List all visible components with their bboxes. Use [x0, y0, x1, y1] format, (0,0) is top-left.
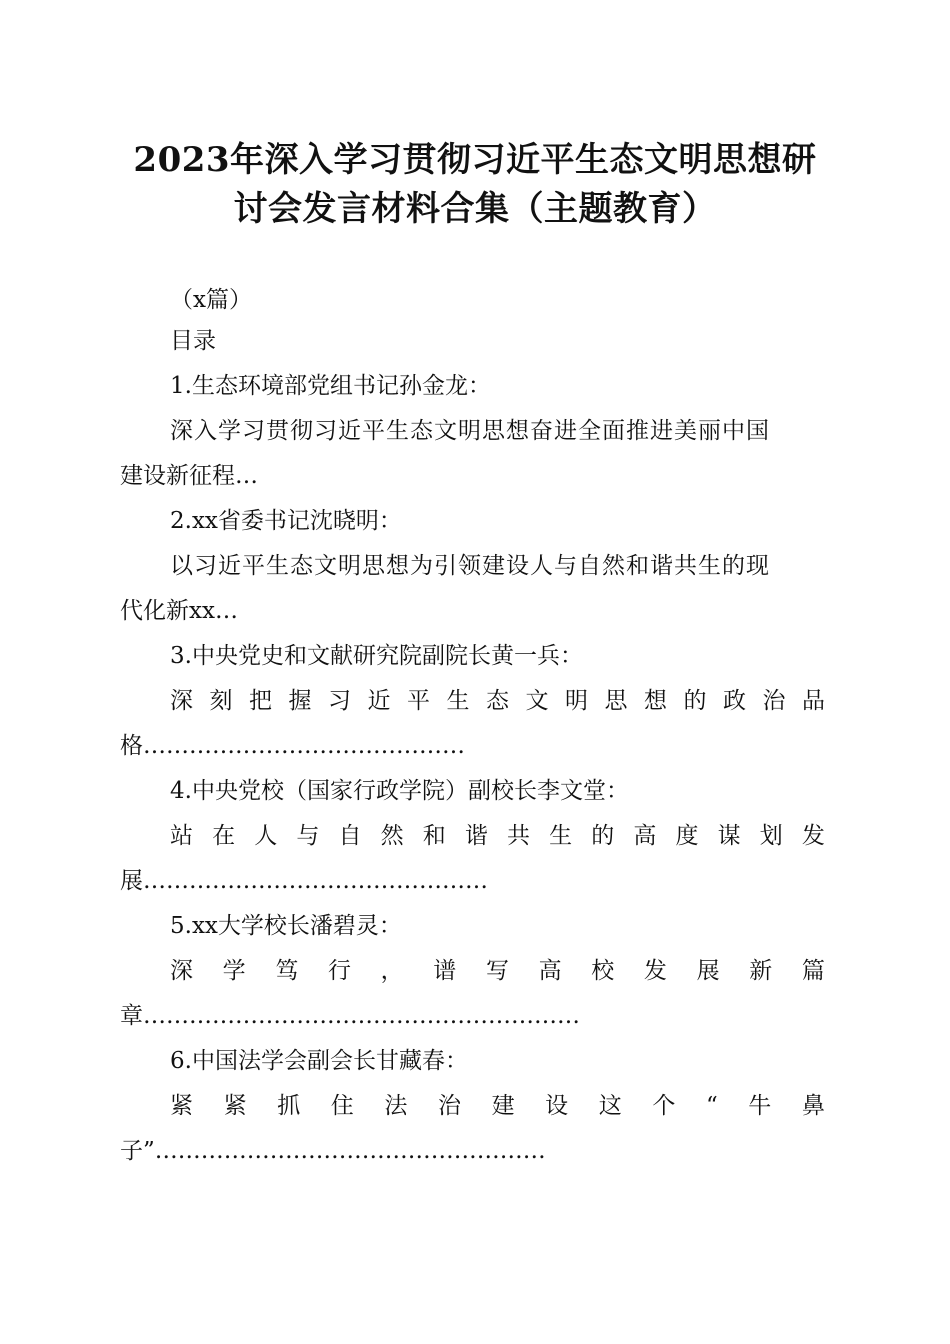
toc-entry-3-title-line-2: 格……………………………………	[120, 733, 465, 759]
toc-entry-5-title-line-1	[170, 960, 825, 983]
justified-glyph: 的	[591, 823, 615, 849]
justified-glyph: 发	[801, 823, 825, 849]
justified-glyph: 习	[328, 688, 351, 714]
justified-glyph: 校	[591, 958, 615, 984]
toc-entry-6-title-line-1	[170, 1095, 825, 1118]
justified-glyph: 思	[604, 688, 628, 714]
toc-heading: 目录	[170, 328, 216, 354]
toc-entry-1-title-line-1: 深入学习贯彻习近平生态文明思想奋进全面推进美丽中国	[170, 418, 770, 444]
justified-glyph: 建	[491, 1093, 515, 1119]
justified-glyph: 划	[759, 823, 783, 849]
toc-entry-2-title-line-1: 以习近平生态文明思想为引领建设人与自然和谐共生的现	[170, 553, 770, 579]
toc-entry-5-speaker: 5.xx大学校长潘碧灵：	[170, 913, 402, 939]
justified-glyph: 态	[486, 688, 509, 714]
justified-glyph: 把	[249, 688, 272, 714]
justified-glyph: 治	[762, 688, 786, 714]
justified-glyph: 握	[288, 688, 312, 714]
justified-glyph: 这	[598, 1093, 622, 1119]
justified-glyph: ，	[380, 958, 404, 984]
justified-glyph: 写	[485, 958, 509, 984]
justified-glyph: 深	[170, 958, 193, 984]
justified-glyph: 平	[407, 688, 430, 714]
article-count-note: （x篇）	[170, 287, 252, 313]
document-title-line-2: 讨会发言材料合集（主题教育）	[233, 189, 717, 229]
justified-glyph: 紧	[170, 1093, 193, 1119]
justified-glyph: 生	[446, 688, 470, 714]
justified-glyph: 和	[422, 823, 446, 849]
justified-glyph: 与	[296, 823, 320, 849]
toc-entry-1-title-line-2: 建设新征程…	[120, 463, 258, 489]
justified-glyph: 高	[538, 958, 562, 984]
justified-glyph: 品	[802, 688, 825, 714]
toc-entry-3-speaker: 3.中央党史和文献研究院副院长黄一兵：	[170, 643, 583, 669]
justified-glyph: 住	[330, 1093, 354, 1119]
toc-entry-1-speaker: 1.生态环境部党组书记孙金龙：	[170, 373, 491, 399]
justified-glyph: 抓	[277, 1093, 301, 1119]
justified-glyph: 人	[254, 823, 278, 849]
justified-glyph: 新	[749, 958, 773, 984]
justified-glyph: 篇	[801, 958, 825, 984]
justified-glyph: 法	[384, 1093, 408, 1119]
justified-glyph: 牛	[748, 1093, 772, 1119]
toc-entry-3-title-line-1	[170, 690, 825, 713]
justified-glyph: 高	[633, 823, 657, 849]
justified-glyph: 共	[507, 823, 530, 849]
toc-entry-4-title-line-1	[170, 825, 825, 848]
justified-glyph: 谋	[717, 823, 741, 849]
justified-glyph: 政	[723, 688, 746, 714]
justified-glyph: 站	[170, 823, 193, 849]
toc-entry-2-speaker: 2.xx省委书记沈晓明：	[170, 508, 402, 534]
justified-glyph: 笃	[275, 958, 299, 984]
justified-glyph: 在	[212, 823, 236, 849]
justified-glyph: 展	[696, 958, 720, 984]
justified-glyph: 然	[380, 823, 404, 849]
justified-glyph: 的	[683, 688, 707, 714]
justified-glyph: 想	[644, 688, 667, 714]
toc-entry-4-speaker: 4.中央党校（国家行政学院）副校长李文堂：	[170, 778, 629, 804]
justified-glyph: 紧	[223, 1093, 247, 1119]
justified-glyph: 设	[545, 1093, 569, 1119]
justified-glyph: 刻	[209, 688, 233, 714]
justified-glyph: 鼻	[801, 1093, 825, 1119]
justified-glyph: “	[705, 1093, 718, 1119]
justified-glyph: 个	[652, 1093, 676, 1119]
document-title-line-1: 2023年深入学习贯彻习近平生态文明思想研	[133, 140, 817, 180]
justified-glyph: 文	[525, 688, 549, 714]
justified-glyph: 近	[367, 688, 391, 714]
justified-glyph: 学	[222, 958, 246, 984]
justified-glyph: 度	[675, 823, 699, 849]
justified-glyph: 明	[565, 688, 588, 714]
justified-glyph: 深	[170, 688, 193, 714]
justified-glyph: 谐	[464, 823, 488, 849]
justified-glyph: 谱	[433, 958, 457, 984]
toc-entry-6-speaker: 6.中国法学会副会长甘藏春：	[170, 1048, 468, 1074]
justified-glyph: 治	[437, 1093, 461, 1119]
toc-entry-5-title-line-2: 章…………………………………………………	[120, 1003, 580, 1029]
toc-entry-6-title-line-2: 子”……………………………………………	[120, 1138, 546, 1164]
justified-glyph: 发	[643, 958, 667, 984]
justified-glyph: 行	[327, 958, 351, 984]
toc-entry-2-title-line-2: 代化新xx…	[120, 598, 238, 624]
toc-entry-4-title-line-2: 展………………………………………	[120, 868, 488, 894]
justified-glyph: 生	[549, 823, 573, 849]
justified-glyph: 自	[338, 823, 362, 849]
